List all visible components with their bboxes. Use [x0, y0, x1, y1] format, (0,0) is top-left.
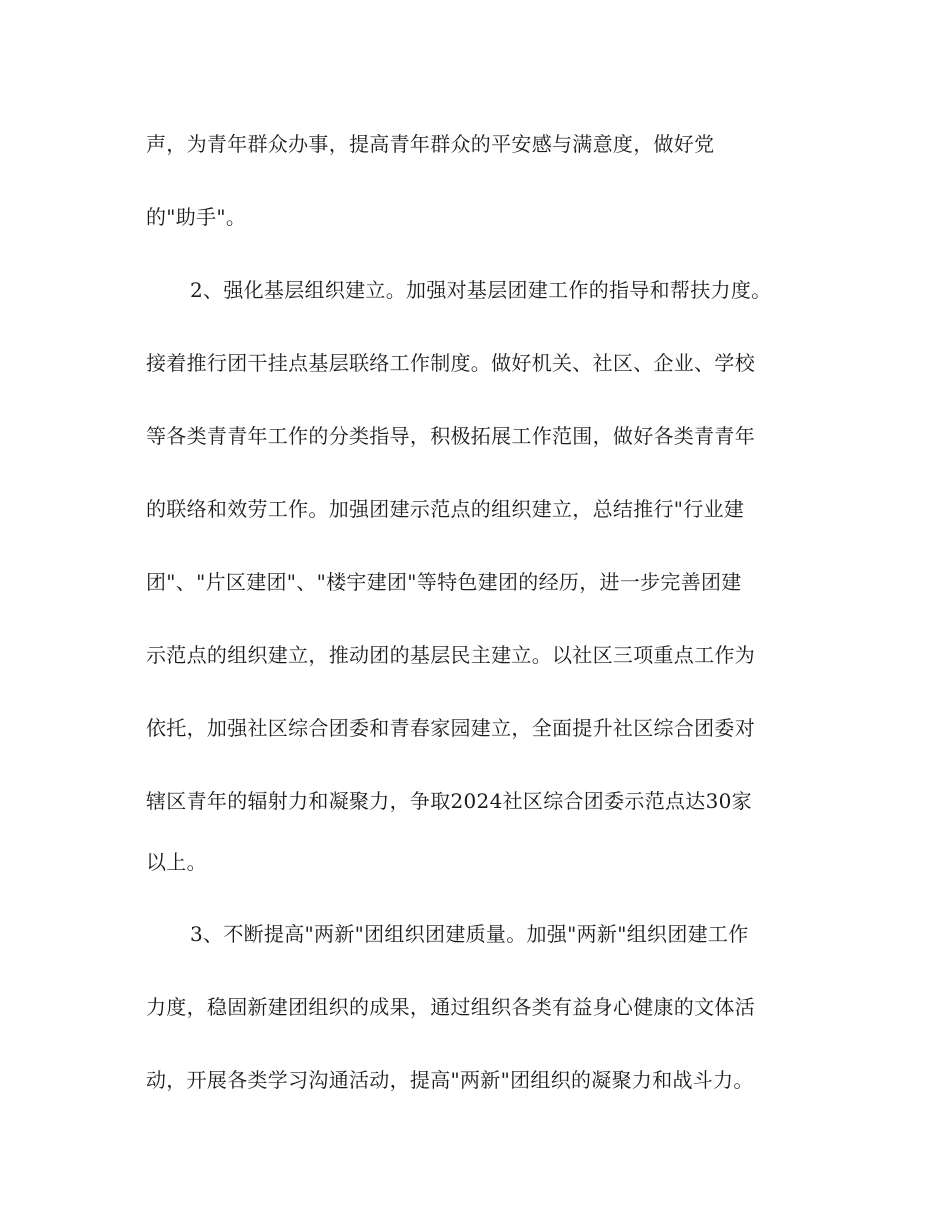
text-line: 依托，加强社区综合团委和青春家园建立，全面提升社区综合团委对: [146, 716, 755, 740]
text-line: 示范点的组织建立，推动团的基层民主建立。以社区三项重点工作为: [146, 643, 755, 667]
text-line: 的"助手"。: [146, 205, 247, 229]
text-line: 以上。: [146, 850, 207, 874]
text-line: 动，开展各类学习沟通活动，提高"两新"团组织的凝聚力和战斗力。: [146, 1068, 754, 1092]
text-line: 声，为青年群众办事，提高青年群众的平安感与满意度，做好党: [146, 132, 715, 156]
text-line: 的联络和效劳工作。加强团建示范点的组织建立，总结推行"行业建: [146, 497, 745, 521]
text-line: 辖区青年的辐射力和凝聚力，争取2024社区综合团委示范点达30家: [146, 789, 752, 813]
text-line: 力度，稳固新建团组织的成果，通过组织各类有益身心健康的文体活: [146, 995, 755, 1019]
text-line: 团"、"片区建团"、"楼宇建团"等特色建团的经历，进一步完善团建: [146, 570, 742, 594]
paragraph-2-start: 2、强化基层组织建立。加强对基层团建工作的指导和帮扶力度。: [190, 278, 772, 302]
text-line: 等各类青青年工作的分类指导，积极拓展工作范围，做好各类青青年: [146, 424, 755, 448]
text-line: 接着推行团干挂点基层联络工作制度。做好机关、社区、企业、学校: [146, 351, 755, 375]
paragraph-3-start: 3、不断提高"两新"团组织团建质量。加强"两新"组织团建工作: [190, 922, 749, 946]
